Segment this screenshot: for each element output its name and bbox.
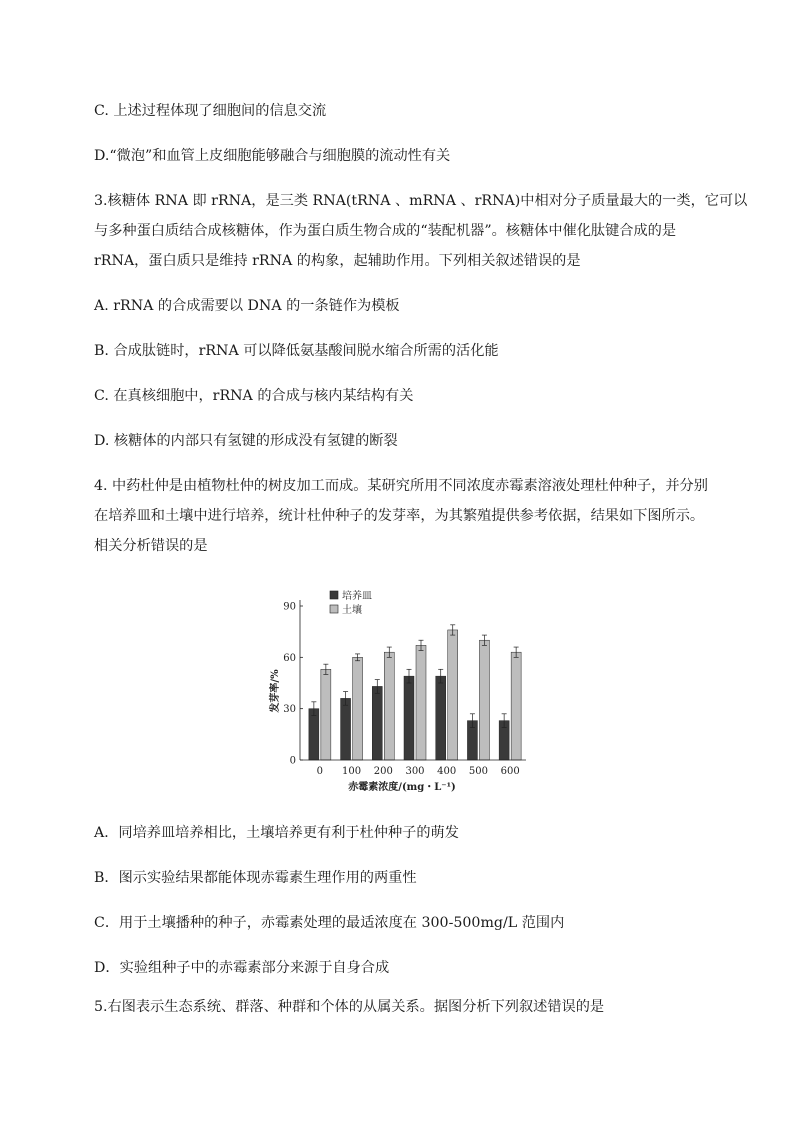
bar-dish [309, 709, 319, 760]
line-11: 相关分析错误的是 [94, 538, 208, 554]
line-8: D. 核糖体的内部只有氢键的形成没有氢键的断裂 [94, 433, 398, 449]
line-7: C. 在真核细胞中，rRNA 的合成与核内某结构有关 [94, 388, 414, 404]
line-2: 3.核糖体 RNA 即 rRNA，是三类 RNA(tRNA 、mRNA 、rRNA)中相对分子质量最大的一类，它可以 [94, 193, 748, 209]
x-axis-label: 赤霉素浓度/(mg・L⁻¹) [348, 782, 456, 793]
x-tick-label: 300 [405, 766, 425, 777]
line-13: B．图示实验结果都能体现赤霉素生理作用的两重性 [94, 870, 417, 886]
x-tick-label: 0 [316, 766, 324, 777]
y-tick-label: 0 [289, 755, 296, 767]
line-15: D．实验组种子中的赤霉素部分来源于自身合成 [94, 960, 390, 976]
y-tick-label: 90 [283, 601, 296, 613]
legend-label-dish: 培养皿 [342, 591, 372, 602]
bar-soil [448, 630, 458, 760]
y-tick-label: 30 [283, 704, 296, 716]
bar-dish [372, 686, 382, 760]
x-tick-label: 600 [500, 766, 520, 777]
line-9: 4. 中药杜仲是由植物杜仲的树皮加工而成。某研究所用不同浓度赤霉素溶液处理杜仲种子，并分别 [94, 478, 708, 494]
line-10: 在培养皿和土壤中进行培养，统计杜仲种子的发芽率，为其繁殖提供参考依据，结果如下图所示。 [94, 508, 705, 524]
x-tick-label: 200 [373, 766, 393, 777]
bar-soil [416, 645, 426, 760]
germination-bar-chart [262, 586, 532, 796]
bar-soil [511, 652, 521, 760]
bar-dish [404, 676, 414, 760]
line-1: D.“微泡”和血管上皮细胞能够融合与细胞膜的流动性有关 [94, 148, 451, 164]
bar-soil [353, 657, 363, 760]
legend-swatch-soil [330, 605, 338, 613]
line-16: 5.右图表示生态系统、群落、种群和个体的从属关系。据图分析下列叙述错误的是 [94, 999, 605, 1015]
legend-label-soil: 土壤 [342, 605, 362, 616]
line-6: B. 合成肽链时，rRNA 可以降低氨基酸间脱水缩合所需的活化能 [94, 343, 499, 359]
x-tick-label: 400 [437, 766, 457, 777]
bar-dish [436, 676, 446, 760]
line-4: rRNA，蛋白质只是维持 rRNA 的构象，起辅助作用。下列相关叙述错误的是 [94, 253, 581, 269]
legend-swatch-dish [330, 591, 338, 599]
y-axis-label: 发芽率/% [270, 669, 281, 713]
line-0: C. 上述过程体现了细胞间的信息交流 [94, 103, 327, 119]
bars-layer [309, 625, 521, 760]
line-14: C．用于土壤播种的种子，赤霉素处理的最适浓度在 300-500mg/L 范围内 [94, 915, 565, 931]
x-tick-label: 500 [468, 766, 488, 777]
bar-dish [341, 698, 351, 760]
line-5: A. rRNA 的合成需要以 DNA 的一条链作为模板 [94, 298, 400, 314]
bar-soil [384, 652, 394, 760]
bar-soil [479, 640, 489, 760]
line-12: A．同培养皿培养相比，土壤培养更有利于杜仲种子的萌发 [94, 825, 459, 841]
x-tick-label: 100 [342, 766, 362, 777]
bar-soil [321, 669, 331, 760]
y-tick-label: 60 [283, 652, 296, 664]
line-3: 与多种蛋白质结合成核糖体，作为蛋白质生物合成的“装配机器”。核糖体中催化肽键合成的是 [94, 223, 677, 239]
